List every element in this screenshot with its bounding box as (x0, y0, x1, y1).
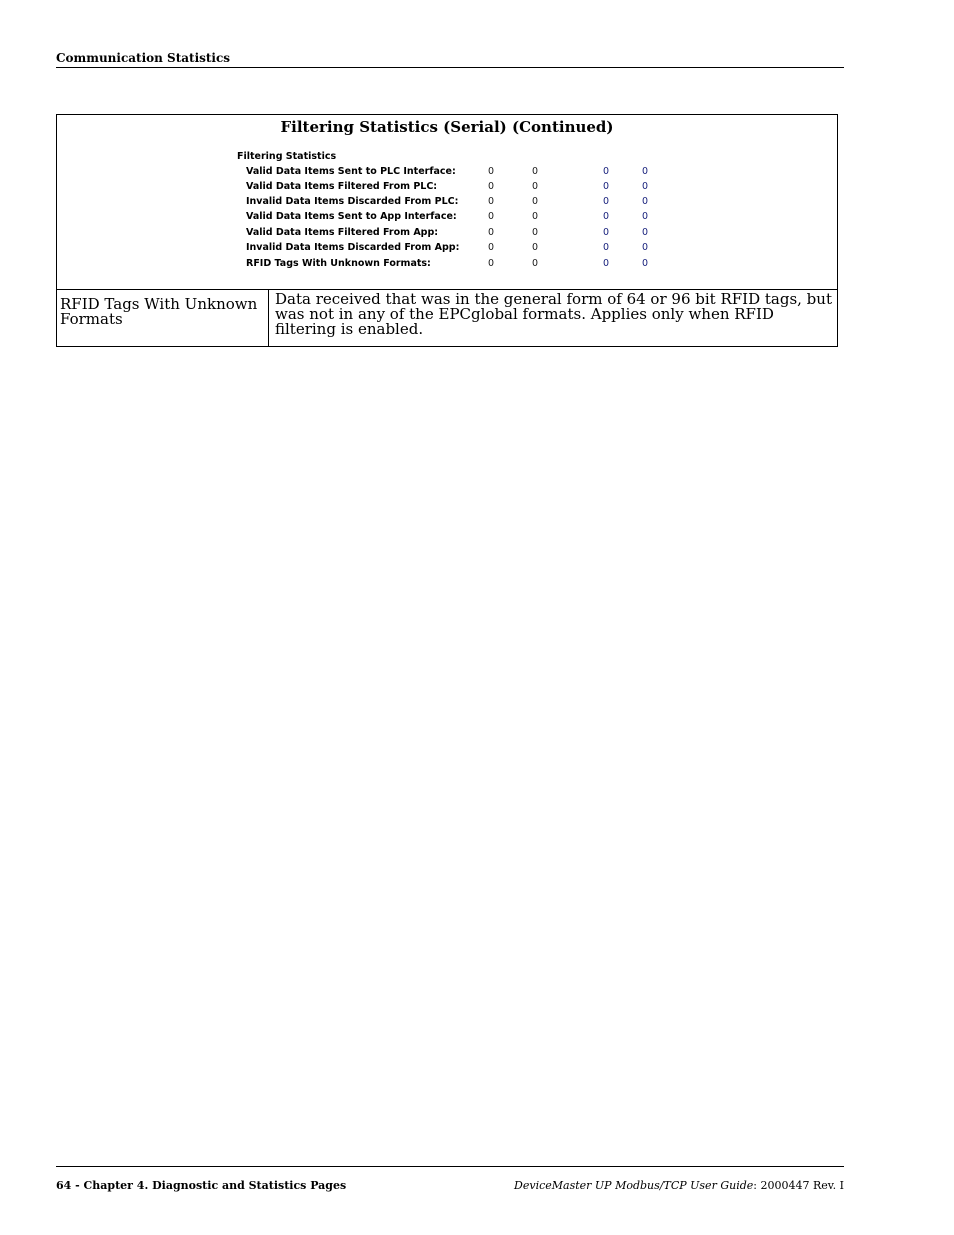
stat-value: 0 (532, 242, 539, 253)
stat-value: 0 (488, 242, 495, 253)
footer-document-id (514, 1179, 844, 1192)
stat-value: 0 (532, 211, 539, 222)
stat-value: 0 (603, 258, 610, 269)
stat-value: 0 (488, 181, 495, 192)
stat-label: Valid Data Items Sent to App Interface: (246, 211, 457, 222)
stat-row (246, 258, 676, 272)
stat-row (246, 242, 676, 256)
stat-value: 0 (532, 181, 539, 192)
stat-value: 0 (603, 181, 610, 192)
stat-row (246, 196, 676, 210)
stat-label: Invalid Data Items Discarded From App: (246, 242, 460, 253)
stat-row (246, 166, 676, 180)
stat-value: 0 (642, 227, 649, 238)
stat-value: 0 (488, 211, 495, 222)
stat-value: 0 (488, 166, 495, 177)
stat-row (246, 211, 676, 225)
footer-revision: : 2000447 Rev. I (753, 1179, 844, 1192)
running-header: Communication Statistics (56, 51, 844, 68)
stat-value: 0 (603, 166, 610, 177)
footer-guide-title: DeviceMaster UP Modbus/TCP User Guide (514, 1179, 754, 1192)
stat-label: Valid Data Items Filtered From App: (246, 227, 439, 238)
filtering-statistics-table (56, 114, 838, 347)
stat-value: 0 (488, 227, 495, 238)
stat-row (246, 227, 676, 241)
stat-value: 0 (532, 166, 539, 177)
definition-term: RFID Tags With Unknown Formats (57, 290, 269, 347)
stat-label: Valid Data Items Sent to PLC Interface: (246, 166, 456, 177)
stat-value: 0 (488, 196, 495, 207)
stat-value: 0 (642, 258, 649, 269)
stat-label: RFID Tags With Unknown Formats: (246, 258, 431, 269)
panel-title: Filtering Statistics (237, 151, 337, 162)
footer-divider (56, 1166, 844, 1167)
stat-value: 0 (642, 166, 649, 177)
stat-value: 0 (642, 242, 649, 253)
stat-value: 0 (642, 211, 649, 222)
table-caption: Filtering Statistics (Serial) (Continued) (280, 118, 614, 136)
stat-row (246, 181, 676, 195)
stat-value: 0 (603, 242, 610, 253)
stat-value: 0 (603, 196, 610, 207)
stat-label: Invalid Data Items Discarded From PLC: (246, 196, 459, 207)
stat-value: 0 (603, 211, 610, 222)
stat-value: 0 (603, 227, 610, 238)
stat-value: 0 (532, 258, 539, 269)
stat-value: 0 (488, 258, 495, 269)
stat-value: 0 (532, 196, 539, 207)
stat-value: 0 (532, 227, 539, 238)
stat-label: Valid Data Items Filtered From PLC: (246, 181, 438, 192)
stat-value: 0 (642, 196, 649, 207)
definition-description: Data received that was in the general form of 64 or 96 bit RFID tags, but was not in any of the EPCglobal formats. Applies only when RFID filtering is enabled. (275, 290, 832, 338)
stat-value: 0 (642, 181, 649, 192)
footer-chapter: 64 - Chapter 4. Diagnostic and Statistics Pages (56, 1179, 347, 1192)
definition-row (57, 289, 837, 347)
